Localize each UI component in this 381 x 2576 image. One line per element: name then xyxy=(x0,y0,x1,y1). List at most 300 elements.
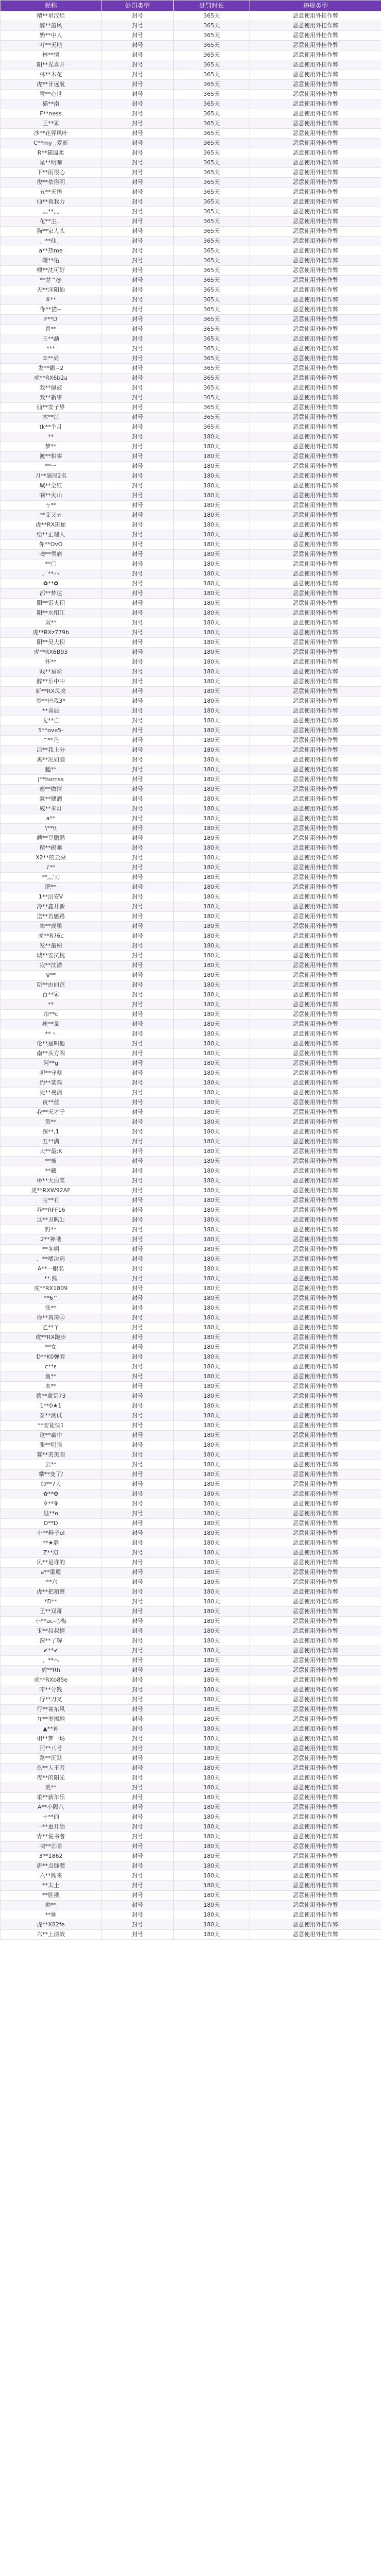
penalty-type-cell: 封号 xyxy=(102,843,174,853)
nickname-cell: **丶 xyxy=(1,1029,102,1039)
penalty-type-cell: 封号 xyxy=(102,188,174,197)
nickname-cell: 行**雀东风 xyxy=(1,1705,102,1715)
nickname-cell: a**重麗 xyxy=(1,1568,102,1578)
nickname-cell: 冷**鑫开新 xyxy=(1,902,102,912)
penalty-type-cell: 封号 xyxy=(102,354,174,364)
nickname-cell: 2**神哦 xyxy=(1,1235,102,1245)
violation-type-cell: 恶意使用外挂作弊 xyxy=(250,941,381,951)
penalty-type-cell: 封号 xyxy=(102,1352,174,1362)
violation-type-cell: 恶意使用外挂作弊 xyxy=(250,158,381,168)
table-row xyxy=(1,403,381,413)
penalty-type-cell: 封号 xyxy=(102,677,174,687)
penalty-duration-cell: 365天 xyxy=(174,393,250,403)
table-row xyxy=(1,892,381,902)
table-row xyxy=(1,550,381,560)
violation-type-cell: 恶意使用外挂作弊 xyxy=(250,1685,381,1695)
violation-type-cell: 恶意使用外挂作弊 xyxy=(250,1303,381,1313)
penalty-type-cell: 封号 xyxy=(102,295,174,305)
nickname-cell: 张** xyxy=(1,1303,102,1313)
penalty-duration-cell: 180天 xyxy=(174,1313,250,1323)
nickname-cell: 王**勐 xyxy=(1,334,102,344)
nickname-cell: 发**霸~2 xyxy=(1,364,102,374)
violation-type-cell: 恶意使用外挂作弊 xyxy=(250,1509,381,1519)
nickname-cell: 仙**看我力 xyxy=(1,197,102,207)
nickname-cell: 玖**人王者 xyxy=(1,1764,102,1773)
nickname-cell: **艾又ㄜ xyxy=(1,511,102,520)
nickname-cell: 黑**况如脑 xyxy=(1,755,102,765)
table-row xyxy=(1,1489,381,1499)
table-row xyxy=(1,677,381,687)
violation-type-cell: 恶意使用外挂作弊 xyxy=(250,1793,381,1803)
nickname-cell: 一**重开始 xyxy=(1,1822,102,1832)
penalty-type-cell: 封号 xyxy=(102,70,174,80)
violation-type-cell: 恶意使用外挂作弊 xyxy=(250,1264,381,1274)
penalty-duration-cell: 365天 xyxy=(174,11,250,21)
nickname-cell: 五**天悟 xyxy=(1,188,102,197)
penalty-duration-cell: 180天 xyxy=(174,1832,250,1842)
violation-type-cell: 恶意使用外挂作弊 xyxy=(250,1020,381,1029)
nickname-cell: J**homss xyxy=(1,775,102,785)
table-row xyxy=(1,1294,381,1303)
penalty-duration-cell: 180天 xyxy=(174,1499,250,1509)
table-row xyxy=(1,1852,381,1861)
nickname-cell: **楚^@ xyxy=(1,276,102,285)
nickname-cell: ✿**✿ xyxy=(1,579,102,589)
nickname-cell: F**D xyxy=(1,315,102,325)
table-row xyxy=(1,1362,381,1372)
violation-type-cell: 恶意使用外挂作弊 xyxy=(250,129,381,139)
nickname-cell: 风**是谁的 xyxy=(1,1558,102,1568)
nickname-cell: 刀**滴冠2名 xyxy=(1,471,102,481)
violation-type-cell: 恶意使用外挂作弊 xyxy=(250,1930,381,1940)
penalty-type-cell: 封号 xyxy=(102,1137,174,1147)
penalty-type-cell: 封号 xyxy=(102,814,174,824)
penalty-type-cell: 封号 xyxy=(102,1284,174,1294)
nickname-cell: 裂** xyxy=(1,1117,102,1127)
table-row xyxy=(1,1519,381,1529)
violation-type-cell: 恶意使用外挂作弊 xyxy=(250,1470,381,1480)
violation-type-cell: 恶意使用外挂作弊 xyxy=(250,50,381,60)
violation-type-cell: 恶意使用外挂作弊 xyxy=(250,1822,381,1832)
penalty-duration-cell: 365天 xyxy=(174,129,250,139)
table-row xyxy=(1,364,381,374)
nickname-cell: 死**视剑 xyxy=(1,1088,102,1098)
table-row xyxy=(1,1078,381,1088)
penalty-type-cell: 封号 xyxy=(102,305,174,315)
penalty-duration-cell: 180天 xyxy=(174,579,250,589)
penalty-type-cell: 封号 xyxy=(102,1803,174,1812)
table-row xyxy=(1,1323,381,1333)
table-row xyxy=(1,1274,381,1284)
violation-type-cell: 恶意使用外挂作弊 xyxy=(250,374,381,383)
nickname-cell: 阳**雷夹积 xyxy=(1,599,102,608)
violation-type-cell: 恶意使用外挂作弊 xyxy=(250,21,381,31)
penalty-type-cell: 封号 xyxy=(102,41,174,50)
table-row xyxy=(1,1039,381,1049)
table-row xyxy=(1,1675,381,1685)
nickname-cell: 凉**我上分 xyxy=(1,745,102,755)
violation-type-cell: 恶意使用外挂作弊 xyxy=(250,1245,381,1255)
table-row xyxy=(1,912,381,922)
penalty-type-cell: 封号 xyxy=(102,1617,174,1626)
violation-type-cell: 恶意使用外挂作弊 xyxy=(250,207,381,217)
penalty-type-cell: 封号 xyxy=(102,1568,174,1578)
penalty-type-cell: 封号 xyxy=(102,90,174,99)
penalty-type-cell: 封号 xyxy=(102,364,174,374)
penalty-type-cell: 封号 xyxy=(102,1362,174,1372)
nickname-cell: **6^ xyxy=(1,1294,102,1303)
nickname-cell: 寂**沈潜 xyxy=(1,961,102,971)
penalty-type-cell: 封号 xyxy=(102,1832,174,1842)
table-row xyxy=(1,1783,381,1793)
table-row xyxy=(1,540,381,550)
penalty-duration-cell: 180天 xyxy=(174,785,250,794)
violation-type-cell: 恶意使用外挂作弊 xyxy=(250,276,381,285)
table-row xyxy=(1,980,381,990)
nickname-cell: 帘**c xyxy=(1,1010,102,1020)
nickname-cell: 王**㊣ xyxy=(1,119,102,129)
penalty-type-cell: 封号 xyxy=(102,432,174,442)
table-row xyxy=(1,31,381,41)
penalty-duration-cell: 365天 xyxy=(174,217,250,227)
violation-type-cell: 恶意使用外挂作弊 xyxy=(250,922,381,931)
table-row xyxy=(1,50,381,60)
penalty-duration-cell: 180天 xyxy=(174,1578,250,1587)
violation-type-cell: 恶意使用外挂作弊 xyxy=(250,569,381,579)
table-row xyxy=(1,1597,381,1607)
penalty-duration-cell: 180天 xyxy=(174,736,250,745)
penalty-type-cell: 封号 xyxy=(102,1372,174,1382)
penalty-type-cell: 封号 xyxy=(102,1264,174,1274)
penalty-duration-cell: 180天 xyxy=(174,589,250,599)
penalty-type-cell: 封号 xyxy=(102,413,174,422)
violation-type-cell: 恶意使用外挂作弊 xyxy=(250,1842,381,1852)
table-row xyxy=(1,1235,381,1245)
violation-type-cell: 恶意使用外挂作弊 xyxy=(250,197,381,207)
table-row xyxy=(1,1049,381,1059)
penalty-duration-cell: 180天 xyxy=(174,628,250,638)
violation-type-cell: 恶意使用外挂作弊 xyxy=(250,1352,381,1362)
penalty-type-cell: 封号 xyxy=(102,1509,174,1519)
nickname-cell: Z**幻 xyxy=(1,1548,102,1558)
table-row xyxy=(1,1812,381,1822)
violation-type-cell: 恶意使用外挂作弊 xyxy=(250,1734,381,1744)
penalty-duration-cell: 180天 xyxy=(174,1724,250,1734)
penalty-type-cell: 封号 xyxy=(102,1440,174,1450)
violation-type-cell: 恶意使用外挂作弊 xyxy=(250,325,381,334)
penalty-type-cell: 封号 xyxy=(102,1382,174,1392)
penalty-duration-cell: 180天 xyxy=(174,1303,250,1313)
table-row xyxy=(1,804,381,814)
nickname-cell: 苏**RFF16 xyxy=(1,1206,102,1215)
table-row xyxy=(1,1255,381,1264)
violation-type-cell: 恶意使用外挂作弊 xyxy=(250,814,381,824)
penalty-type-cell: 封号 xyxy=(102,207,174,217)
penalty-duration-cell: 365天 xyxy=(174,256,250,266)
table-row xyxy=(1,168,381,178)
violation-type-cell: 恶意使用外挂作弊 xyxy=(250,1147,381,1157)
table-row xyxy=(1,1411,381,1421)
penalty-duration-cell: 180天 xyxy=(174,432,250,442)
table-row xyxy=(1,785,381,794)
violation-type-cell: 恶意使用外挂作弊 xyxy=(250,1235,381,1245)
penalty-duration-cell: 180天 xyxy=(174,657,250,667)
violation-type-cell: 恶意使用外挂作弊 xyxy=(250,1871,381,1881)
penalty-type-cell: 封号 xyxy=(102,1499,174,1509)
penalty-duration-cell: 180天 xyxy=(174,814,250,824)
table-row xyxy=(1,990,381,1000)
violation-type-cell: 恶意使用外挂作弊 xyxy=(250,1450,381,1460)
penalty-type-cell: 封号 xyxy=(102,1578,174,1587)
penalty-type-cell: 封号 xyxy=(102,579,174,589)
penalty-duration-cell: 180天 xyxy=(174,1695,250,1705)
table-row xyxy=(1,158,381,168)
penalty-duration-cell: 180天 xyxy=(174,1029,250,1039)
table-row xyxy=(1,1440,381,1450)
violation-type-cell: 恶意使用外挂作弊 xyxy=(250,334,381,344)
nickname-cell: 斯**由丽芭 xyxy=(1,980,102,990)
violation-type-cell: 恶意使用外挂作弊 xyxy=(250,60,381,70)
violation-type-cell: 恶意使用外挂作弊 xyxy=(250,1617,381,1626)
penalty-duration-cell: 180天 xyxy=(174,1010,250,1020)
violation-type-cell: 恶意使用外挂作弊 xyxy=(250,745,381,755)
table-row xyxy=(1,305,381,315)
penalty-duration-cell: 180天 xyxy=(174,1343,250,1352)
penalty-type-cell: 封号 xyxy=(102,834,174,843)
table-row xyxy=(1,99,381,109)
table-row xyxy=(1,902,381,912)
penalty-type-cell: 封号 xyxy=(102,227,174,236)
penalty-duration-cell: 180天 xyxy=(174,843,250,853)
nickname-cell: 腿** xyxy=(1,765,102,775)
violation-type-cell: 恶意使用外挂作弊 xyxy=(250,560,381,569)
penalty-type-cell: 封号 xyxy=(102,1901,174,1910)
penalty-duration-cell: 365天 xyxy=(174,21,250,31)
penalty-type-cell: 封号 xyxy=(102,1764,174,1773)
nickname-cell: 本** xyxy=(1,1382,102,1392)
penalty-type-cell: 封号 xyxy=(102,1930,174,1940)
penalty-duration-cell: 180天 xyxy=(174,1392,250,1401)
penalty-type-cell: 封号 xyxy=(102,1392,174,1401)
nickname-cell: 肥** xyxy=(1,883,102,892)
penalty-duration-cell: 365天 xyxy=(174,178,250,188)
penalty-duration-cell: 180天 xyxy=(174,1020,250,1029)
violation-type-cell: 恶意使用外挂作弊 xyxy=(250,70,381,80)
nickname-cell: 宝**有 xyxy=(1,1196,102,1206)
table-row xyxy=(1,1460,381,1470)
penalty-duration-cell: 180天 xyxy=(174,1607,250,1617)
nickname-cell: 灬**灬 xyxy=(1,207,102,217)
nickname-cell: 威**米灯 xyxy=(1,804,102,814)
violation-type-cell: 恶意使用外挂作弊 xyxy=(250,1343,381,1352)
violation-type-cell: 恶意使用外挂作弊 xyxy=(250,1881,381,1891)
penalty-duration-cell: 365天 xyxy=(174,168,250,178)
violation-type-cell: 恶意使用外挂作弊 xyxy=(250,1411,381,1421)
penalty-type-cell: 封号 xyxy=(102,1480,174,1489)
table-row xyxy=(1,501,381,511)
table-row xyxy=(1,442,381,452)
nickname-cell: 昼**o xyxy=(1,1509,102,1519)
table-row xyxy=(1,1166,381,1176)
penalty-duration-cell: 180天 xyxy=(174,1088,250,1098)
penalty-type-cell: 封号 xyxy=(102,706,174,716)
penalty-type-cell: 封号 xyxy=(102,1117,174,1127)
penalty-duration-cell: 180天 xyxy=(174,1568,250,1578)
penalty-duration-cell: 180天 xyxy=(174,1245,250,1255)
table-row xyxy=(1,1656,381,1666)
table-row xyxy=(1,178,381,188)
penalty-duration-cell: 180天 xyxy=(174,511,250,520)
violation-type-cell: 恶意使用外挂作弊 xyxy=(250,1499,381,1509)
penalty-type-cell: 封号 xyxy=(102,1910,174,1920)
penalty-duration-cell: 180天 xyxy=(174,1538,250,1548)
table-row xyxy=(1,1245,381,1255)
violation-type-cell: 恶意使用外挂作弊 xyxy=(250,393,381,403)
table-row xyxy=(1,560,381,569)
table-row xyxy=(1,1568,381,1578)
table-row xyxy=(1,266,381,276)
penalty-type-cell: 封号 xyxy=(102,912,174,922)
nickname-cell: 野** xyxy=(1,1225,102,1235)
nickname-cell: 泰**测试 xyxy=(1,1411,102,1421)
penalty-type-cell: 封号 xyxy=(102,785,174,794)
nickname-cell: 猫**家人头 xyxy=(1,227,102,236)
penalty-type-cell: 封号 xyxy=(102,1450,174,1460)
table-row xyxy=(1,1744,381,1754)
penalty-duration-cell: 180天 xyxy=(174,1519,250,1529)
penalty-type-cell: 封号 xyxy=(102,1186,174,1196)
penalty-duration-cell: 180天 xyxy=(174,1460,250,1470)
table-row xyxy=(1,1127,381,1137)
penalty-type-cell: 封号 xyxy=(102,980,174,990)
table-row xyxy=(1,657,381,667)
penalty-duration-cell: 365天 xyxy=(174,99,250,109)
nickname-cell: ^**乃 xyxy=(1,736,102,745)
penalty-duration-cell: 180天 xyxy=(174,1059,250,1069)
penalty-type-cell: 封号 xyxy=(102,1206,174,1215)
nickname-cell: 大**最;K xyxy=(1,1147,102,1157)
penalty-type-cell: 封号 xyxy=(102,1460,174,1470)
penalty-duration-cell: 180天 xyxy=(174,1401,250,1411)
table-row xyxy=(1,599,381,608)
nickname-cell: ①**尚 xyxy=(1,354,102,364)
violation-type-cell: 恶意使用外挂作弊 xyxy=(250,481,381,491)
penalty-duration-cell: 365天 xyxy=(174,374,250,383)
table-row xyxy=(1,1450,381,1460)
nickname-cell: \**\\ xyxy=(1,824,102,834)
ban-list-body xyxy=(1,11,381,1940)
violation-type-cell: 恶意使用外挂作弊 xyxy=(250,1675,381,1685)
table-row xyxy=(1,481,381,491)
violation-type-cell: 恶意使用外挂作弊 xyxy=(250,1117,381,1127)
penalty-type-cell: 封号 xyxy=(102,990,174,1000)
penalty-duration-cell: 365天 xyxy=(174,354,250,364)
penalty-duration-cell: 180天 xyxy=(174,922,250,931)
table-row xyxy=(1,1636,381,1646)
table-row xyxy=(1,197,381,207)
penalty-duration-cell: 180天 xyxy=(174,794,250,804)
penalty-duration-cell: 180天 xyxy=(174,716,250,726)
nickname-cell: A**小隔八 xyxy=(1,1803,102,1812)
nickname-cell: 桥**大白菜 xyxy=(1,1176,102,1186)
nickname-cell: 柔**新年乐 xyxy=(1,1793,102,1803)
violation-type-cell: 恶意使用外挂作弊 xyxy=(250,462,381,471)
nickname-cell: **安徒快1 xyxy=(1,1421,102,1431)
table-row xyxy=(1,1343,381,1352)
table-row xyxy=(1,520,381,530)
penalty-duration-cell: 180天 xyxy=(174,1470,250,1480)
violation-type-cell: 恶意使用外挂作弊 xyxy=(250,1010,381,1020)
table-row xyxy=(1,217,381,227)
nickname-cell: 百**㊣ xyxy=(1,990,102,1000)
penalty-type-cell: 封号 xyxy=(102,1431,174,1440)
violation-type-cell: 恶意使用外挂作弊 xyxy=(250,990,381,1000)
violation-type-cell: 恶意使用外挂作弊 xyxy=(250,961,381,971)
table-row xyxy=(1,1695,381,1705)
violation-type-cell: 恶意使用外挂作弊 xyxy=(250,794,381,804)
violation-type-cell: 恶意使用外挂作弊 xyxy=(250,315,381,325)
violation-type-cell: 恶意使用外挂作弊 xyxy=(250,785,381,794)
penalty-duration-cell: 180天 xyxy=(174,1529,250,1538)
nickname-cell: 我**天才子 xyxy=(1,1108,102,1117)
penalty-type-cell: 封号 xyxy=(102,168,174,178)
nickname-cell: 这**赢中 xyxy=(1,1431,102,1440)
penalty-duration-cell: 180天 xyxy=(174,452,250,462)
violation-type-cell: 恶意使用外挂作弊 xyxy=(250,1548,381,1558)
penalty-duration-cell: 365天 xyxy=(174,315,250,325)
table-row xyxy=(1,1108,381,1117)
nickname-cell: ·**六 xyxy=(1,1578,102,1587)
penalty-type-cell: 封号 xyxy=(102,1646,174,1656)
violation-type-cell: 恶意使用外挂作弊 xyxy=(250,726,381,736)
penalty-duration-cell: 180天 xyxy=(174,1362,250,1372)
penalty-duration-cell: 180天 xyxy=(174,941,250,951)
penalty-type-cell: 封号 xyxy=(102,775,174,785)
nickname-cell: **.熊 xyxy=(1,1274,102,1284)
nickname-cell: 啊**火山 xyxy=(1,491,102,501)
violation-type-cell: 恶意使用外挂作弊 xyxy=(250,1754,381,1764)
violation-type-cell: 恶意使用外挂作弊 xyxy=(250,1000,381,1010)
penalty-duration-cell: 180天 xyxy=(174,1509,250,1519)
penalty-type-cell: 封号 xyxy=(102,491,174,501)
penalty-type-cell: 封号 xyxy=(102,794,174,804)
table-row xyxy=(1,1930,381,1940)
penalty-duration-cell: 180天 xyxy=(174,1852,250,1861)
penalty-type-cell: 封号 xyxy=(102,1049,174,1059)
penalty-duration-cell: 365天 xyxy=(174,422,250,432)
violation-type-cell: 恶意使用外挂作弊 xyxy=(250,1215,381,1225)
penalty-duration-cell: 180天 xyxy=(174,775,250,785)
table-row xyxy=(1,1578,381,1587)
table-row xyxy=(1,941,381,951)
penalty-duration-cell: 180天 xyxy=(174,1284,250,1294)
violation-type-cell: 恶意使用外挂作弊 xyxy=(250,1294,381,1303)
violation-type-cell: 恶意使用外挂作弊 xyxy=(250,579,381,589)
nickname-cell: 加**7人 xyxy=(1,1480,102,1489)
penalty-duration-cell: 180天 xyxy=(174,608,250,618)
table-row xyxy=(1,1646,381,1656)
table-row xyxy=(1,471,381,481)
penalty-type-cell: 封号 xyxy=(102,657,174,667)
table-row xyxy=(1,843,381,853)
nickname-cell: ⑥** xyxy=(1,295,102,305)
table-row xyxy=(1,1607,381,1617)
table-row xyxy=(1,60,381,70)
table-row xyxy=(1,1421,381,1431)
violation-type-cell: 恶意使用外挂作弊 xyxy=(250,1382,381,1392)
penalty-type-cell: 封号 xyxy=(102,1039,174,1049)
violation-type-cell: 恶意使用外挂作弊 xyxy=(250,883,381,892)
